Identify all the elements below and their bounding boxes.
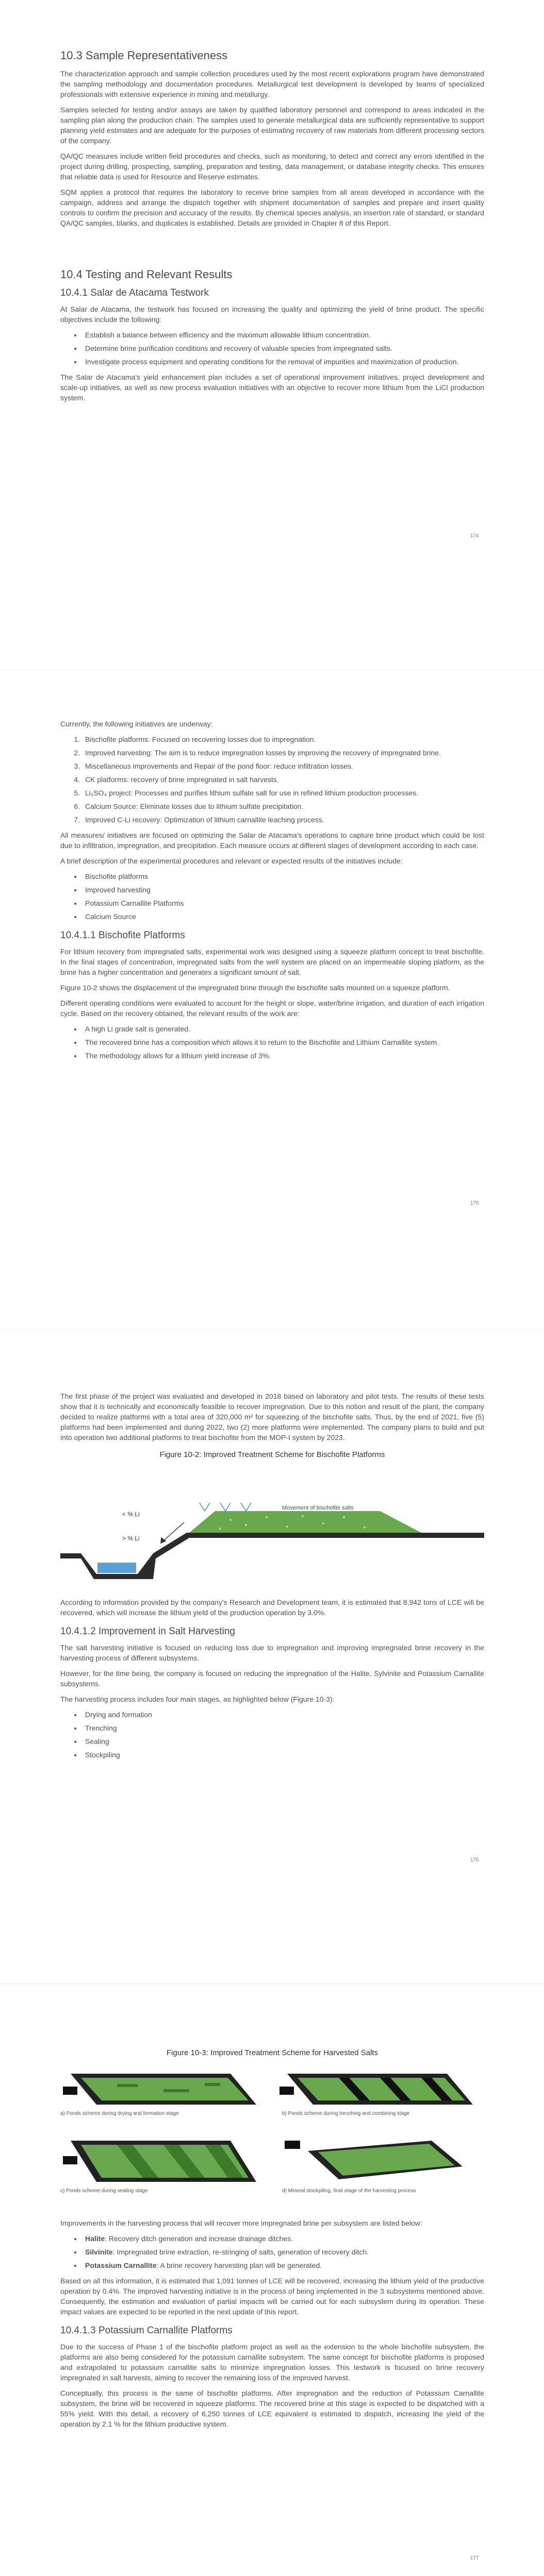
term: Halite (85, 2234, 105, 2243)
paragraph: Improvements in the harvesting process that will recover more impregnated brine per subsystem are listed below: (60, 2219, 422, 2227)
figure-10-3-title-block (60, 2048, 484, 2061)
paragraph: At Salar de Atacama, the testwork has focused on increasing the quality and optimizing the yield of brine product. The specific objectives include the following: (60, 305, 484, 324)
subsystem-list (60, 2233, 484, 2270)
paragraph: According to information provided by the company's Research and Development team, it is estimated that 8,942 tons of LCE will be recovered, which will increase the lithium yield of the production operation by 3.0%. (60, 1598, 484, 1617)
list-item: • The methodology allows for a lithium yield increase of 3%. (82, 1050, 484, 1061)
truck-icon (63, 2087, 77, 2095)
bischofite-platform-diagram (60, 1502, 484, 1584)
label-high: < % Li (122, 1511, 140, 1518)
bischofite-results (60, 1391, 484, 1463)
subsection-heading: 10.4.1.3 Potassium Carnallite Platforms (60, 2325, 233, 2336)
subsection-heading: 10.4.1 Salar de Atacama Testwork (60, 287, 209, 298)
paragraph: All measures/ initiatives are focused on optimizing the Salar de Atacama's operations to capture brine product which could be lost due to infiltration, impregnation, and precipitation. Each measure occurs at different stages of development according to each case. (60, 831, 484, 850)
paragraph: The harvesting process includes four main stages, as highlighted below (Figure 10-3): (60, 1695, 335, 1703)
page-number: 174 (470, 533, 479, 539)
paragraph: The first phase of the project was evaluated and developed in 2018 based on laboratory and pilot tests. The results of these tests show that it is technically and economically feasible to recover impregnation. Due to this notion and result of the plant, the company decided to realize platforms with a total area of 320,000 m² for squeezing of the bischofite salts. Thus, by the end of 2021, five (5) platforms had been implemented and during 2022, two (2) more platforms were implemented. The company plans to build and put into operation two additional platforms to treat bischofite from the MOP-I system by 2023. (60, 1392, 484, 1442)
list-item: 5. Li₂SO₄ project: Processes and purifies lithium sulfate salt for use in refined lithium production processes. (82, 788, 484, 798)
paragraph: The Salar de Atacama's yield enhancement plan includes a set of operational improvement initiatives, project development and scale-up initiatives, as well as new process evaluation initiatives with an objective to recover more lithium from the LiCl production system. (60, 373, 484, 402)
svg-text:d) Mineral stockpiling, final: d) Mineral stockpiling, final stage of the harvesting process (282, 2188, 416, 2194)
svg-text:a) Ponds scheme during drying: a) Ponds scheme during drying and formation stage (60, 2111, 179, 2116)
results-list (60, 1024, 484, 1061)
svg-text:b) Ponds scheme during trenchi: b) Ponds scheme during trenching and combining stage (282, 2111, 410, 2116)
section-10-3 (60, 49, 484, 233)
panel-b (279, 2074, 473, 2116)
section-heading: 10.4 Testing and Relevant Results (60, 268, 233, 281)
initiatives-list (60, 734, 484, 825)
initiatives-section (60, 719, 484, 1066)
list-item: 7. Improved C-Li recovery: Optimization of lithium carnallite leaching process. (82, 815, 484, 825)
list-item: • Potassium Carnallite: A brine recovery harvesting plan will be generated. (82, 2260, 484, 2270)
paragraph: However, for the time being, the company is focused on reducing the impregnation of the Halite, Sylvinite and Potassium Carnallite subsystems. (60, 1669, 484, 1688)
list-item: • Determine brine purification conditions and recovery of valuable species from impregnated salts. (82, 343, 484, 353)
page-number: 176 (470, 1857, 479, 1863)
subsection-heading: 10.4.1.2 Improvement in Salt Harvesting (60, 1626, 236, 1637)
page-divider (0, 1329, 544, 1330)
figure-title: Figure 10-3: Improved Treatment Scheme for Harvested Salts (166, 2048, 378, 2057)
paragraph: SQM applies a protocol that requires the laboratory to receive brine samples from all areas developed in accordance with the campaign, address and arrange the dispatch together with shipment documentation of samples and prepare and insert quality controls to confirm the precision and accuracy of the results. By chemical species analysis, an insertion rate of standard, or standard QA/QC samples, blanks, and duplicates is established. Details are provided in Chapter 8 of this Report. (60, 188, 484, 227)
list-item: • Calcium Source (82, 911, 484, 922)
paragraph: The salt harvesting initiative is focused on reducing loss due to impregnation and improving impregnated brine recovery in the harvesting process of different subsystems. (60, 1643, 484, 1662)
list-item: 1. Bischofite platforms: Focused on recovering losses due to impregnation. (82, 734, 484, 744)
paragraph: Conceptually, this process is the same of bischofite platforms. After impregnation and the reduction of Potassium Carnallite subsystem, the brine will be recovered in squeeze platforms. The recovered brine at this stage is expected to be dispatched with a 55% yield. With this detail, a recovery of 6,250 tonnes of LCE equivalent is estimated to dispatch, increasing the yield of the operation by 2.1 % for the lithium productive system. (60, 2389, 484, 2428)
page-number: 177 (470, 2555, 479, 2561)
paragraph: QA/QC measures include written field procedures and checks, such as monitoring, to detect and correct any errors identified in the project during drilling, prospecting, sampling, preparation and testing, data management, or database integrity checks. This ensures that reliable data is used for Resource and Reserve estimates. (60, 152, 484, 181)
panel-c (60, 2141, 256, 2194)
panel-a (60, 2074, 256, 2116)
list-item: • The recovered brine has a composition which allows it to return to the Bischofite and Lithium Carnallite system. (82, 1037, 484, 1047)
paragraph: Figure 10-2 shows the displacement of the impregnated brine through the bischofite salts mounted on a squeeze platform. (60, 984, 450, 992)
paragraph: The characterization approach and sample collection procedures used by the most recent explorations program have demonstrated the sampling methodology and documentation procedures. Metallurgical test development is developed by teams of specialized professionals with extensive experience in mining and metallurgy. (60, 70, 484, 98)
paragraph: Due to the success of Phase 1 of the bischofite platform project as well as the extension to the whole bischofite subsystem, the platforms are also being considered for the potassium carnallite subsystem. The same concept for bischofite platforms is proposed and extrapolated to potassium carnallite salts to minimize impregnation losses. This testwork is focused on brine recovery impregnated in salt harvests, aiming to recover the remaining loss of the improved harvest. (60, 2343, 484, 2382)
section-heading: 10.3 Sample Representativeness (60, 49, 228, 62)
subsection-heading: 10.4.1.1 Bischofite Platforms (60, 930, 185, 941)
paragraph: Currently, the following initiatives are underway: (60, 720, 213, 728)
label-salt: Movement of bischofite salts (282, 1505, 354, 1511)
paragraph: For lithium recovery from impregnated salts, experimental work was designed using a squeeze platform concept to treat bischofite. In the final stages of concentration, impregnated salts from the well system are placed on an impermeable sloping platform, as the brine has a higher concentration and generates a significant amount of salt. (60, 947, 484, 976)
harvested-salts-diagram (60, 2063, 484, 2202)
label-low: > % Li (122, 1535, 140, 1542)
page-number: 175 (470, 1200, 479, 1206)
list-item: • Drying and formation (82, 1709, 484, 1720)
stages-list (60, 1709, 484, 1760)
paragraph: A brief description of the experimental procedures and relevant or expected results of the initiatives include: (60, 857, 403, 865)
paragraph: Based on all this information, it is estimated that 1,091 tonnes of LCE will be recovered, increasing the lithium yield of the productive operation by 0.4%. The improved harvesting initiative is in the process of being implemented in the 3 subsystems mentioned above. Consequently, the estimation and evaluation of partial impacts will be carried out for each subsystem during its operation. These impact values are expected to be reported in the next update of this report. (60, 2277, 484, 2316)
panel-d (282, 2141, 463, 2194)
paragraph: Different operating conditions were evaluated to account for the height or slope, water/brine irrigation, and duration of each irrigation cycle. Based on the recovery obtained, the relevant results of the work are: (60, 999, 484, 1018)
list-item: • Potassium Carnallite Platforms (82, 898, 484, 908)
harvest-improvements (60, 2218, 484, 2434)
list-item: 6. Calcium Source: Eliminate losses due to lithium sulfate precipitation. (82, 801, 484, 811)
list-item: • Establish a balance between efficiency and the maximum allowable lithium concentration. (82, 330, 484, 340)
salt-harvesting-section (60, 1597, 484, 1765)
term: Potassium Carnallite (85, 2261, 157, 2269)
list-item: • Sealing (82, 1736, 484, 1747)
list-item: • Improved harvesting (82, 885, 484, 895)
figure-title: Figure 10-2: Improved Treatment Scheme for Bischofite Platforms (159, 1450, 385, 1459)
section-10-4 (60, 268, 484, 408)
svg-text:c) Ponds scheme during sealing: c) Ponds scheme during sealing stage (60, 2188, 148, 2194)
list-item: 4. CK platforms: recovery of brine impregnated in salt harvests. (82, 774, 484, 785)
loader-icon (285, 2141, 300, 2149)
excavator-icon (279, 2087, 294, 2095)
list-item: • Bischofite platforms (82, 871, 484, 882)
list-item: • Trenching (82, 1723, 484, 1733)
paragraph: Samples selected for testing and/or assays are taken by qualified laboratory personnel and correspond to areas indicated in the sampling plan along the production chain. The samples used to generate metallurgical data are sufficiently representative to support planning yield estimates and are adequate for the purposes of estimating recovery of raw materials from different processing sectors of the company. (60, 106, 484, 145)
list-item: 3. Miscellaneous improvements and Repair of the pond floor: reduce infiltration losses. (82, 761, 484, 771)
list-item: • Stockpiling (82, 1750, 484, 1760)
initiatives-brief-list (60, 871, 484, 922)
list-item: 2. Improved harvesting: The aim is to reduce impregnation losses by improving the recovery of impregnated brine. (82, 748, 484, 758)
list-item: • Investigate process equipment and operating conditions for the removal of impurities and maximization of production. (82, 357, 484, 367)
truck-icon (63, 2156, 77, 2164)
list-item: • Halite: Recovery ditch generation and increase drainage ditches. (82, 2233, 484, 2244)
list-item: • A high Li grade salt is generated. (82, 1024, 484, 1034)
term: Silvinite (85, 2248, 113, 2256)
brine-pool (97, 1563, 136, 1573)
objectives-list (60, 330, 484, 367)
list-item: • Silvinite: Impregnated brine extraction, re-stringing of salts, generation of recovery ditch. (82, 2247, 484, 2257)
